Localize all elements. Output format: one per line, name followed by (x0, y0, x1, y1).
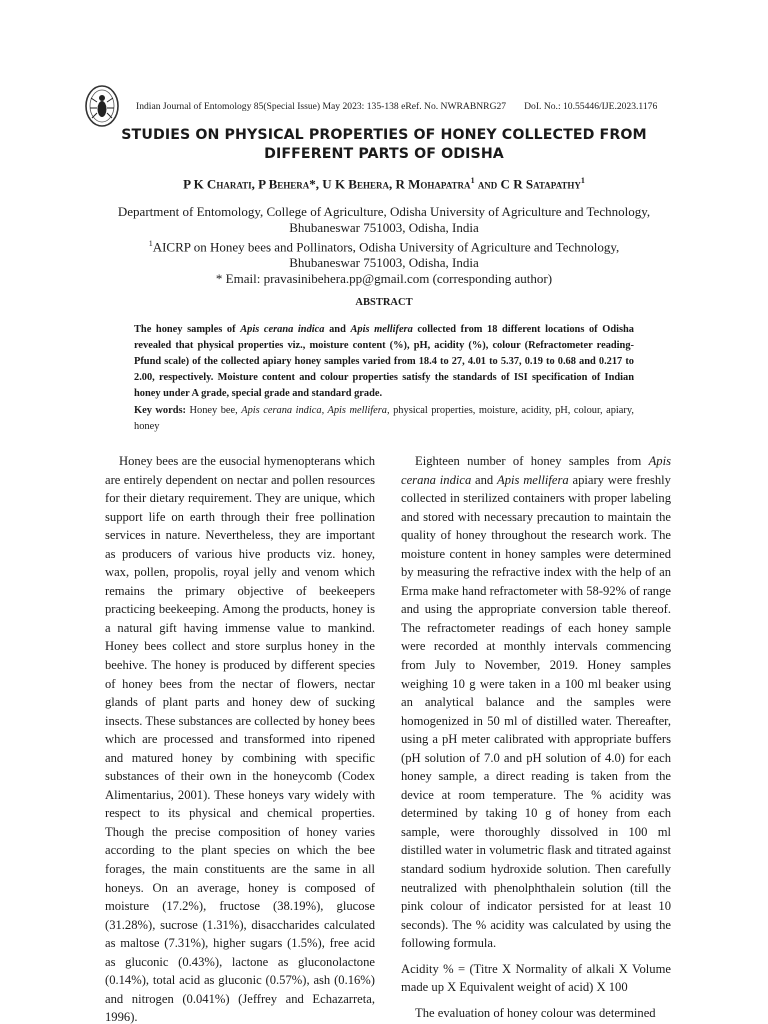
text: and (324, 324, 351, 335)
species-name: Apis cerana indica, Apis mellifera, (241, 405, 390, 416)
species-name: Apis mellifera (350, 324, 413, 335)
affiliation-mark: 1 (148, 239, 153, 248)
author-names: P K Charati, P Behera*, U K Behera, R Mohapatra (183, 176, 471, 192)
affiliation-line: Department of Entomology, College of Agriculture, Odisha University of Agriculture and Technology, (117, 204, 651, 219)
text: Honey bee, (186, 405, 242, 416)
title-line: DIFFERENT PARTS OF ODISHA (264, 146, 504, 162)
doi: DoI. No.: 10.55446/IJE.2023.1176 (524, 101, 658, 112)
abstract-text (134, 322, 634, 402)
text: and (471, 472, 498, 487)
species-name: Apis cerana indica (240, 324, 325, 335)
journal-seal-logo (84, 84, 120, 128)
affiliation-text: AICRP on Honey bees and Pollinators, Odisha University of Agriculture and Technology, (152, 239, 620, 255)
keywords-label: Key words: (134, 405, 186, 416)
text: apiary were freshly collected in sterilized containers with proper labeling and stored with necessary precaution to maintain the quality of honey throughout the research work. The moisture content in honey samples were determined by measuring the refractive index with the help of an Erma make hand refractometer with 58-92% of range and using the appropriate conversion table thereof. The refractometer readings of each honey sample were recorded at monthly intervals commencing from July to November, 2019. Honey samples weighing 10 g were taken in a 100 ml beaker using an analytical balance and the samples were homogenized in 50 ml of distilled water. Thereafter, using a pH meter calibrated with appropriate buffers (pH solution of 7.0 and pH solution of 4.0) for each honey sample, a direct reading is taken from the device at room temperature. The % acidity was determined by taking 10 g of honey from each sample, were thoroughly dissolved in 100 ml distilled water in volumetric flask and titrated against standard sodium hydroxide solution. Then carefully neutralized with phenolphthalein solution (till the pink colour of indicator persisted for at least 10 seconds). The % acidity was calculated by using the following formula. (401, 472, 671, 951)
affiliation-mark: 1 (470, 176, 475, 185)
left-column (105, 452, 375, 1024)
affiliation-mark: 1 (580, 176, 585, 185)
body-paragraph: Honey bees are the eusocial hymenopterans which are entirely dependent on nectar and pollen resources for their dietary requirement. They are unique, which support life on earth through their free pollination services in nature. Nevertheless, they are important as producers of various hive products viz. honey, wax, pollen, propolis, royal jelly and venom which remains the primary objective of beekeepers practicing beekeeping. Among the products, honey is a natural gift having immense value to mankind. Honey bees collect and store surplus honey in the beehive. The honey is produced by different species of honey bees from the nectar of flowers, nectar glands of plant parts and honey dew of sucking insects. These substances are collected by honey bees which are processed and transformed into ripened and matured honey by combining with specific substances of their own in the honeycomb (Codex Alimentarius, 2001). These honeys vary widely with respect to its physical and chemical properties. Though the precise composition of honey varies according to the plant species on which the bee forages, the main constituents are the same in all honeys. On an average, honey is composed of moisture (17.2%), fructose (38.19%), glucose (31.28%), sucrose (1.31%), disaccharides calculated as maltose (7.31%), higher sugars (1.5%), free acid as gluconic (0.43%), lactone as gluconolactone (0.14%), total acid as gluconic (0.57%), ash (0.16%) and nitrogen (0.041%) (Jeffrey and Echazarreta, 1996). (105, 454, 375, 1024)
right-column (401, 452, 671, 1022)
text: Eighteen number of honey samples from (415, 454, 649, 468)
species-name: Apis cerana indica (401, 454, 671, 487)
corresponding-email: * Email: pravasinibehera.pp@gmail.com (corresponding author) (215, 271, 553, 287)
citation: Indian Journal of Entomology 85(Special Issue) May 2023: 135-138 eRef. No. NWRABNRG27 (136, 101, 507, 112)
abstract-heading: ABSTRACT (355, 297, 413, 308)
keywords (134, 403, 634, 435)
affiliation-line (80, 236, 688, 255)
title-line: STUDIES ON PHYSICAL PROPERTIES OF HONEY COLLECTED FROM (121, 127, 647, 143)
paper-title (80, 126, 688, 164)
affiliation-line: Bhubaneswar 751003, Odisha, India (289, 255, 479, 271)
author-names: and C R Satapathy (474, 176, 581, 192)
body-paragraph: The evaluation of honey colour was determined (415, 1005, 656, 1020)
text: collected from 18 different locations of Odisha revealed that physical properties viz., moisture content (%), pH, acidity (%), colour (Refractometer reading-Pfund scale) of the collected apiary honey samples varied from 18.4 to 27, 4.01 to 5.37, 0.19 to 0.68 and 0.217 to 2.00, respectively. Moisture content and colour properties satisfy the standards of ISI specification of Indian honey under A grade, special grade and standard grade. (134, 324, 635, 399)
acidity-formula: Acidity % = (Titre X Normality of alkali X Volume made up X Equivalent weight of acid) X 100 (401, 961, 671, 995)
affiliations (80, 204, 688, 287)
authors (80, 176, 688, 192)
species-name: Apis mellifera (497, 472, 569, 487)
text: physical properties, moisture, acidity, pH, colour, apiary, honey (134, 405, 634, 432)
text: The honey samples of (134, 324, 241, 335)
body-paragraph (401, 452, 671, 953)
journal-header (136, 101, 657, 112)
affiliation-line: Bhubaneswar 751003, Odisha, India (289, 220, 479, 235)
